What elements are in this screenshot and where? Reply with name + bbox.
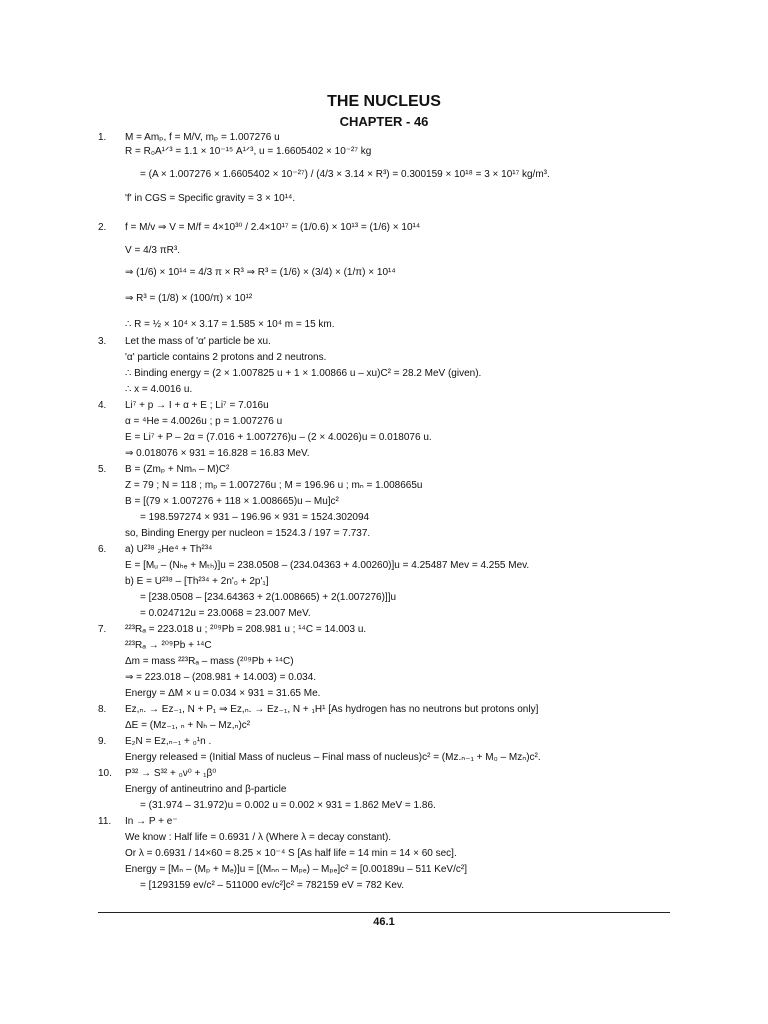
- solution-line: ⇒ 0.018076 × 931 = 16.828 = 16.83 MeV.: [125, 448, 310, 459]
- solution-line: b) E = U²³⁸ – [Th²³⁴ + 2n'₀ + 2p'₁]: [125, 576, 269, 587]
- solution-line: Z = 79 ; N = 118 ; mₚ = 1.007276u ; M = 196.96 u ; mₙ = 1.008665u: [125, 480, 423, 491]
- solution-line: = [1293159 ev/c² – 511000 ev/c²]c² = 782159 eV = 782 Kev.: [140, 880, 404, 891]
- question-number: 2.: [98, 222, 107, 233]
- solution-line: R = R₀A¹ᐟ³ = 1.1 × 10⁻¹⁵ A¹ᐟ³, u = 1.6605402 × 10⁻²⁷ kg: [125, 146, 372, 157]
- question-number: 1.: [98, 132, 107, 143]
- solution-line: We know : Half life = 0.6931 / λ (Where λ = decay constant).: [125, 832, 392, 843]
- solution-line: B = (Zmₚ + Nmₙ – M)C²: [125, 464, 230, 475]
- solution-line: M = Amₚ, f = M/V, mₚ = 1.007276 u: [125, 132, 280, 143]
- solution-line: ⇒ R³ = (1/8) × (100/π) × 10¹²: [125, 293, 253, 304]
- solution-line: = (31.974 – 31.972)u = 0.002 u = 0.002 × 931 = 1.862 MeV = 1.86.: [140, 800, 436, 811]
- solution-line: a) U²³⁸ ₂He⁴ + Th²³⁴: [125, 544, 213, 555]
- chapter-heading: CHAPTER - 46: [339, 114, 429, 129]
- solution-line: ²²³Rₐ = 223.018 u ; ²⁰⁹Pb = 208.981 u ; ¹⁴C = 14.003 u.: [125, 624, 367, 635]
- solution-line: E = Li⁷ + P – 2α = (7.016 + 1.007276)u – (2 × 4.0026)u = 0.018076 u.: [125, 432, 432, 443]
- solution-line: ∴ x = 4.0016 u.: [125, 384, 193, 395]
- question-number: 3.: [98, 336, 107, 347]
- solution-line: Eᴢ,ₙ. → Eᴢ₋₁, N + P₁ ⇒ Eᴢ,ₙ. → Eᴢ₋₁, N + ₁H¹ [As hydrogen has no neutrons but protons only]: [125, 704, 539, 715]
- solution-line: 'α' particle contains 2 protons and 2 neutrons.: [125, 352, 327, 363]
- page-title: THE NUCLEUS: [327, 93, 441, 110]
- solution-line: ⇒ (1/6) × 10¹⁴ = 4/3 π × R³ ⇒ R³ = (1/6) × (3/4) × (1/π) × 10¹⁴: [125, 267, 396, 278]
- solution-line: P³² → S³² + ₀ν⁰ + ₁β⁰: [125, 768, 217, 779]
- solution-line: Δm = mass ²²³Rₐ – mass (²⁰⁹Pb + ¹⁴C): [125, 656, 294, 667]
- solution-line: E = [Mᵤ – (Nₕₑ + Mₜₕ)]u = 238.0508 – (234.04363 + 4.00260)]u = 4.25487 Mev = 4.255 Mev.: [125, 560, 530, 571]
- question-number: 5.: [98, 464, 107, 475]
- question-number: 4.: [98, 400, 107, 411]
- solution-line: 'f' in CGS = Specific gravity = 3 × 10¹⁴.: [125, 193, 296, 204]
- solution-line: Let the mass of 'α' particle be xu.: [125, 336, 271, 347]
- solution-line: α = ⁴He = 4.0026u ; p = 1.007276 u: [125, 416, 283, 427]
- solution-line: Energy of antineutrino and β-particle: [125, 784, 287, 795]
- solution-line: f = M/v ⇒ V = M/f = 4×10³⁰ / 2.4×10¹⁷ = (1/0.6) × 10¹³ = (1/6) × 10¹⁴: [125, 222, 421, 233]
- solution-line: Li⁷ + p → I + α + E ; Li⁷ = 7.016u: [125, 400, 269, 411]
- question-number: 8.: [98, 704, 107, 715]
- solution-line: ∴ Binding energy = (2 × 1.007825 u + 1 × 1.00866 u – xu)C² = 28.2 MeV (given).: [125, 368, 482, 379]
- question-number: 11.: [98, 816, 112, 827]
- question-number: 9.: [98, 736, 107, 747]
- question-number: 10.: [98, 768, 112, 779]
- solution-line: Energy = ΔM × u = 0.034 × 931 = 31.65 Me.: [125, 688, 321, 699]
- question-number: 6.: [98, 544, 107, 555]
- solution-line: B = [(79 × 1.007276 + 118 × 1.008665)u – Mu]c²: [125, 496, 339, 507]
- solution-line: so, Binding Energy per nucleon = 1524.3 / 197 = 7.737.: [125, 528, 371, 539]
- solution-line: ∴ R = ½ × 10⁴ × 3.17 = 1.585 × 10⁴ m = 15 km.: [125, 319, 335, 330]
- solution-line: = [238.0508 – [234.64363 + 2(1.008665) + 2(1.007276)]]u: [140, 592, 397, 603]
- solution-line: Energy released = (Initial Mass of nucleus – Final mass of nucleus)c² = (Mᴢ.ₙ₋₁ + M₀ – Mᴢₙ)c².: [125, 752, 541, 763]
- solution-line: E₂N = Eᴢ,ₙ₋₁ + ₀¹n .: [125, 736, 212, 747]
- solution-line: = (A × 1.007276 × 1.6605402 × 10⁻²⁷) / (4/3 × 3.14 × R³) = 0.300159 × 10¹⁸ = 3 × 10¹⁷ kg/m³.: [140, 169, 550, 180]
- question-number: 7.: [98, 624, 107, 635]
- page-number: 46.1: [373, 916, 395, 928]
- solution-line: V = 4/3 πR³.: [125, 245, 180, 256]
- solution-line: = 198.597274 × 931 – 196.96 × 931 = 1524.302094: [140, 512, 370, 523]
- footer-divider: [98, 912, 670, 913]
- solution-line: Energy = [Mₙ – (Mₚ + Mₑ)]u = [(Mₙₙ – Mₚₑ) – Mₚₑ]c² = [0.00189u – 511 KeV/c²]: [125, 864, 467, 875]
- solution-line: In → P + e⁻: [125, 816, 178, 827]
- solution-line: ⇒ = 223.018 – (208.981 + 14.003) = 0.034.: [125, 672, 317, 683]
- solution-line: = 0.024712u = 23.0068 = 23.007 MeV.: [140, 608, 311, 619]
- solution-line: ΔE = (Mᴢ₋₁, ₙ + Nₕ – Mᴢ,ₙ)c²: [125, 720, 251, 731]
- solution-line: ²²³Rₐ → ²⁰⁹Pb + ¹⁴C: [125, 640, 212, 651]
- solution-line: Or λ = 0.6931 / 14×60 = 8.25 × 10⁻⁴ S [As half life = 14 min = 14 × 60 sec].: [125, 848, 457, 859]
